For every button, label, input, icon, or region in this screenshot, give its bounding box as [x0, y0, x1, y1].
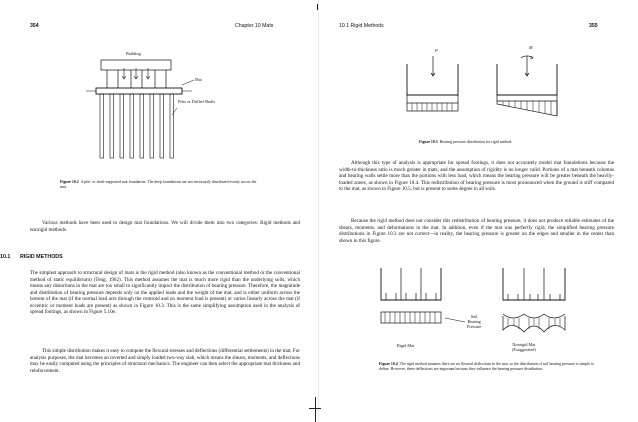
section-number: 10.1 [0, 254, 11, 260]
figure-10-4-caption-text: The rigid method assumes there are no flexural deflections in the mat, so the distribution of soil bearing pressure is simple to define. However, these deflections are important because they influence the bearing pressure distribution. [379, 362, 595, 371]
piles-label: Piles or Drilled Shafts [178, 99, 216, 104]
running-head-right: 10.1 Rigid Methods [339, 23, 384, 29]
right-paragraph-2: Because the rigid method does not consider this redistribution of bearing pressure, it does not produce reliable estimates of the shears, moments, and deformations in the mat. In addition, even if the mat was perfectly rigid, the simplified bearing pressure distributions in Figure 10.3 are not correct—in reality, the bearing pressure is greater on the edges and smaller in the center than shown in this figure. [339, 218, 614, 244]
figure-10-2-drawing [0, 0, 319, 200]
page-number-right: 355 [589, 23, 598, 29]
fold-crop-mark-top [317, 4, 318, 10]
figure-10-3-caption-text: Bearing pressure distribution for rigid method. [439, 140, 513, 144]
moment-m-label: M [529, 45, 533, 50]
page-number-left: 354 [30, 23, 39, 29]
nonrigid-mat-deflected [503, 314, 565, 318]
mat-slab [96, 88, 182, 94]
figure-10-3-caption-id: Figure 10.3 [419, 140, 438, 144]
nonrigid-mat-label: Nonrigid Mat (Exaggerated) [512, 342, 536, 352]
intro-paragraph: Various methods have been used to design mat foundations. We will divide them into two categories: Rigid methods and nonrigid methods. [30, 220, 300, 233]
figure-10-2-caption-id: Figure 10.2 [60, 180, 79, 184]
figure-10-4-caption-id: Figure 10.4 [379, 362, 398, 366]
mat-label: Mat [195, 77, 202, 82]
fold-crop-mark-bottom [315, 397, 316, 422]
fold-crop-mark-tick [309, 408, 321, 409]
section-heading [0, 254, 63, 260]
right-paragraph-1: Although this type of analysis is appropriate for spread footings, it does not accurately model mat foundations because the width-to-thickness ratio is much greater in mats, and the assumption of rigidity is no longer valid. Portions of a mat beneath columns and bearing walls settle more than the portions with less load, which means the bearing pressure will be greater beneath the heavily-loaded zones, as shown in Figure 10.4. This redistribution of bearing pressure is most pronounced when the ground is stiff compared to the mat, as shown in Figure 10.5, but is present to some degree in all soils. [339, 160, 614, 193]
section-title: RIGID METHODS [20, 254, 63, 260]
rigid-method-paragraph-2: This simple distribution makes it easy to compute the flexural stresses and deflections (differential settlements) in the mat. For analysis purposes, the mat becomes an inverted and simply loaded two-way slab, which means the shears, moments, and deflections may be easily computed using the principles of structural mechanics. The engineer can then select the appropriate mat thickness and reinforcement. [30, 348, 300, 374]
figure-10-4-caption [379, 362, 594, 372]
load-p-label: P [435, 48, 438, 53]
figure-10-2-caption [60, 180, 260, 190]
nonrigid-mat-outline [503, 268, 565, 300]
figure-10-2-caption-text: A pile- or shaft-supported mat foundation. The deep foundations are not necessarily distributed evenly across the mat. [60, 180, 257, 189]
rigid-mat-label: Rigid Mat [397, 343, 415, 348]
right-page [319, 0, 638, 422]
rigid-method-paragraph-1: The simplest approach to structural design of mats is the rigid method (also known as the conventional method or the conventional method of static equilibrium) (Teng, 1962). This method assumes the mat is much more rigid than the underlying soils, which means any distortions in the mat are too small to significantly impact the distribution of bearing pressure. Therefore, the magnitude and distribution of bearing pressure depends only on the applied loads and the weight of the mat, and is either uniform across the bottom of the mat (if the normal load acts through the centroid and no moment load is present) or varies linearly across the mat (if eccentric or moment loads are present) as shown in Figure 10.3. This is the same simplifying assumption used in the analysis of spread footings, as shown in Figure 5.10e. [30, 270, 300, 316]
building-label: Building [126, 51, 141, 56]
running-head-left: Chapter 10 Mats [235, 23, 274, 29]
rigid-mat-outline [381, 268, 441, 300]
soil-bearing-pressure-label: Soil Bearing Pressure [467, 314, 482, 329]
